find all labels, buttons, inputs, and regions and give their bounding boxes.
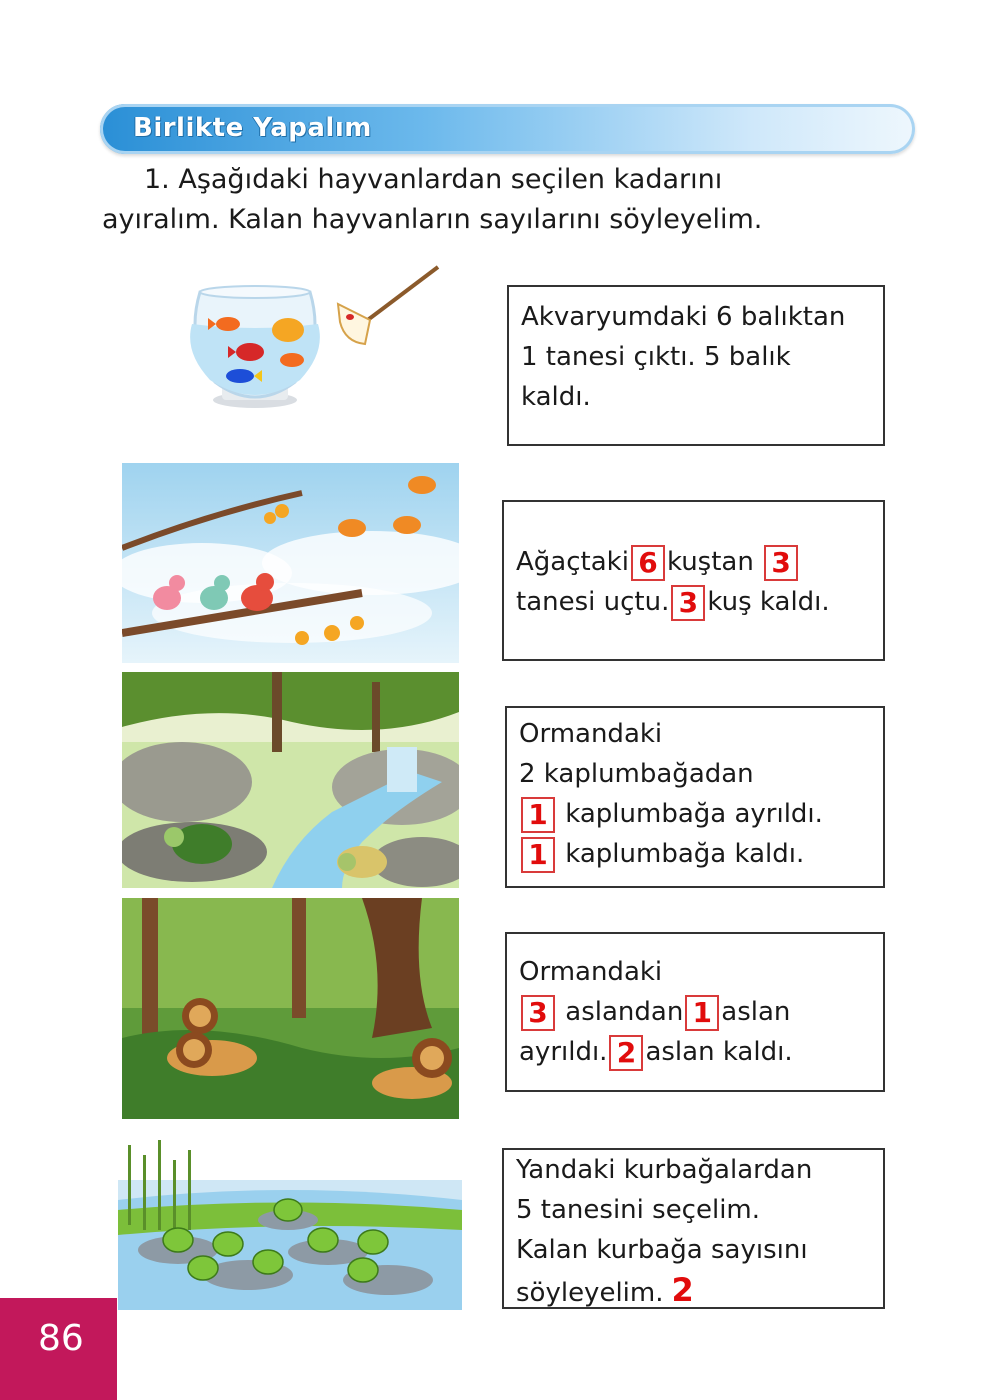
- frogs-illustration: [118, 1140, 462, 1310]
- page-number: 86: [38, 1318, 84, 1359]
- answer-box-frogs: [502, 1148, 885, 1309]
- box-line: [516, 542, 871, 582]
- instruction-line-1: 1. Aşağıdaki hayvanlardan seçilen kadarını: [144, 164, 723, 195]
- box-text: aslan: [721, 997, 791, 1027]
- box-line: [519, 834, 871, 874]
- answer-number: 2: [671, 1271, 694, 1309]
- answer-number: 1: [521, 797, 555, 833]
- box-text: kaplumbağa kaldı.: [565, 839, 805, 869]
- lions-illustration: [122, 898, 459, 1119]
- box-line: Ormandaki: [519, 957, 663, 987]
- answer-number: 3: [521, 995, 555, 1031]
- birds-illustration: [122, 463, 459, 663]
- box-line: [519, 992, 871, 1032]
- answer-box-turtles: [505, 706, 885, 888]
- answer-box-aquarium: [507, 285, 885, 446]
- answer-box-birds: [502, 500, 885, 661]
- box-text: kaplumbağa ayrıldı.: [565, 799, 823, 829]
- box-line: 1 tanesi çıktı. 5 balık: [521, 342, 791, 372]
- answer-number: 1: [521, 837, 555, 873]
- instruction-line-2: ayıralım. Kalan hayvanların sayılarını söyleyelim.: [102, 204, 763, 235]
- box-line: 2 kaplumbağadan: [519, 759, 754, 789]
- box-line: [516, 1270, 871, 1313]
- answer-number: 6: [631, 545, 665, 581]
- box-text: aslan kaldı.: [645, 1037, 793, 1067]
- instruction-text: [102, 160, 902, 240]
- box-line: Akvaryumdaki 6 balıktan: [521, 302, 846, 332]
- answer-number: 1: [685, 995, 719, 1031]
- box-line: [519, 794, 871, 834]
- box-line: Ormandaki: [519, 719, 663, 749]
- box-line: [516, 582, 871, 622]
- turtles-illustration: [122, 672, 459, 888]
- answer-number: 2: [609, 1035, 643, 1071]
- box-text: kuş kaldı.: [707, 587, 830, 617]
- box-text: Ağaçtaki: [516, 547, 629, 577]
- answer-number: 3: [764, 545, 798, 581]
- box-line: Kalan kurbağa sayısını: [516, 1235, 808, 1265]
- aquarium-illustration: [180, 262, 450, 422]
- box-line: [519, 1032, 871, 1072]
- box-line: kaldı.: [521, 382, 591, 412]
- box-text: ayrıldı.: [519, 1037, 608, 1067]
- answer-box-lions: [505, 932, 885, 1092]
- box-line: Yandaki kurbağalardan: [516, 1155, 813, 1185]
- box-text: aslandan: [565, 997, 684, 1027]
- section-title: Birlikte Yapalım: [133, 113, 372, 143]
- box-text: kuştan: [666, 547, 754, 577]
- answer-number: 3: [671, 585, 705, 621]
- box-text: söyleyelim.: [516, 1278, 664, 1308]
- box-line: 5 tanesini seçelim.: [516, 1195, 761, 1225]
- box-text: tanesi uçtu.: [516, 587, 670, 617]
